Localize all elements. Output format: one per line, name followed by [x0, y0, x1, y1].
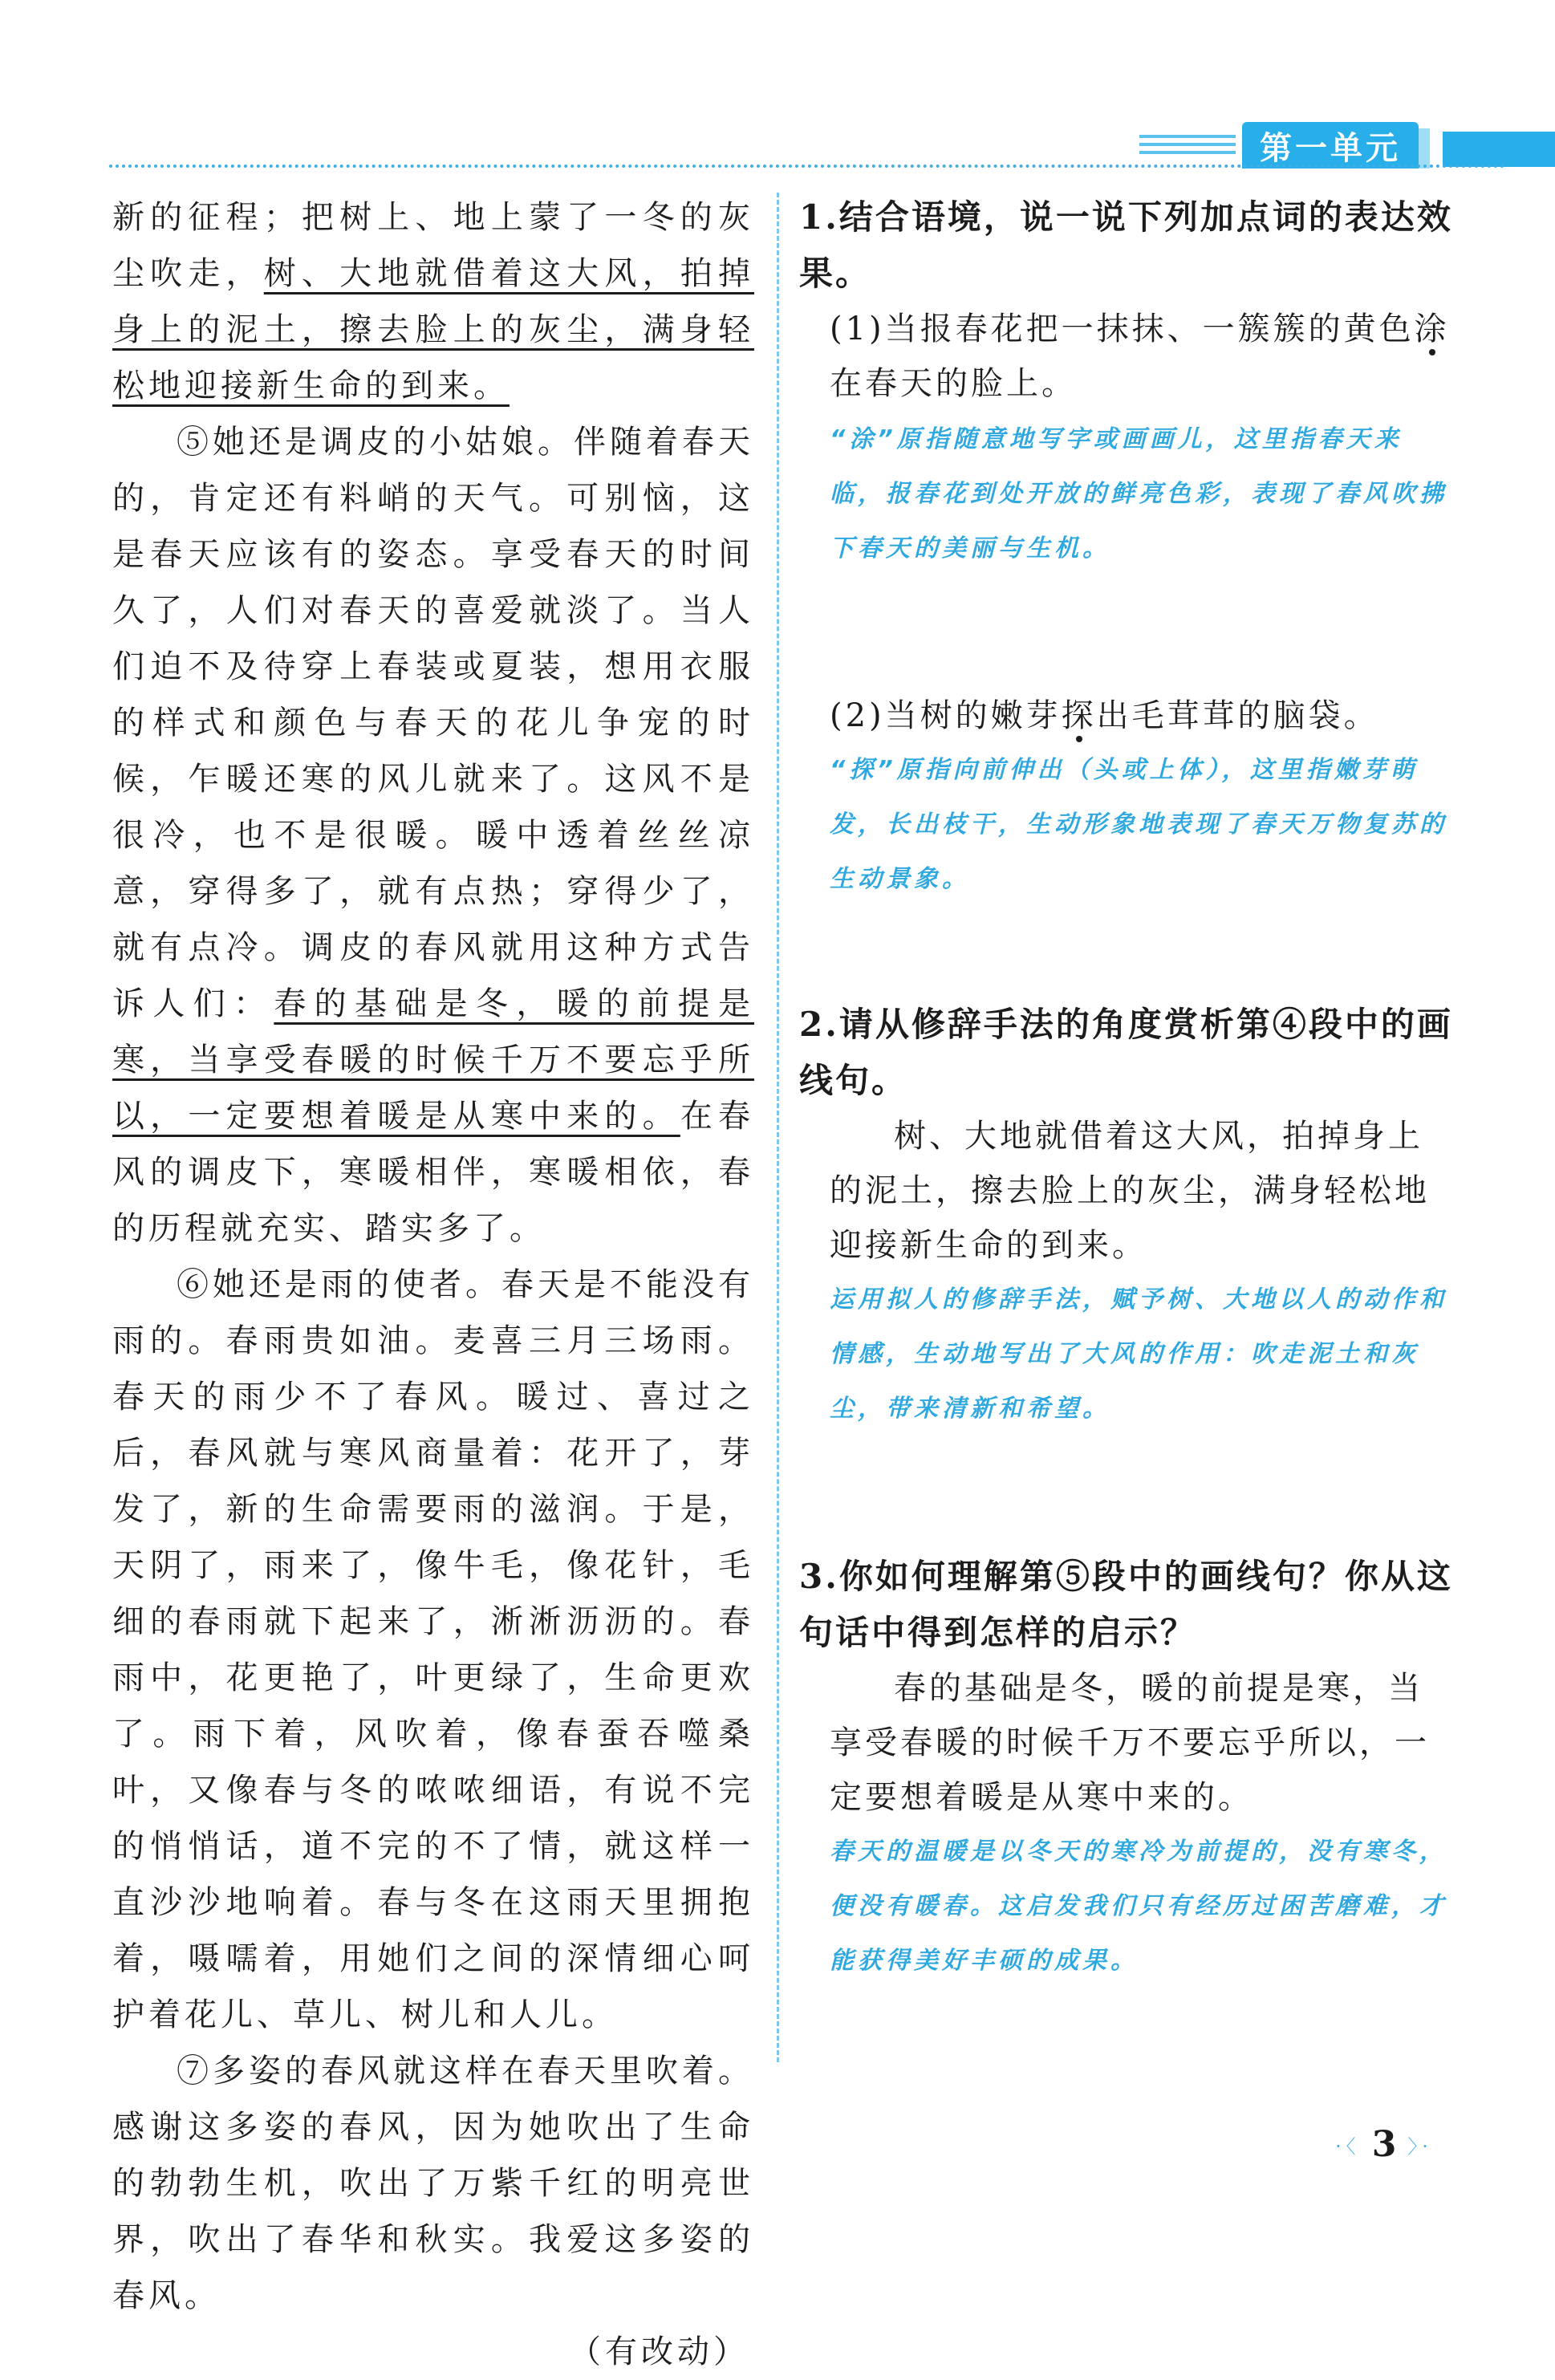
- paragraph-6: ⑥她还是雨的使者。春天是不能没有雨的。春雨贵如油。麦喜三月三场雨。春天的雨少不了春风。暖过、喜过之后，春风就与寒风商量着：花开了，芽发了，新的生命需要雨的滋润。于是，天阴了，雨来了，像牛毛，像花针，毛细的春雨就下起来了，淅淅沥沥的。春雨中，花更艳了，叶更绿了，生命更欢了。雨下着，风吹着，像春蚕吞噬桑叶，又像春与冬的哝哝细语，有说不完的悄悄话，道不完的不了情，就这样一直沙沙地响着。春与冬在这雨天里拥抱着，嗫嚅着，用她们之间的深情细心呵护着花儿、草儿、树儿和人儿。: [112, 1266, 754, 2033]
- questions-column: [799, 189, 1457, 1988]
- question-3-title: 3.你如何理解第⑤段中的画线句？你从这句话中得到怎样的启示？: [799, 1557, 1453, 1652]
- header-edge-bar: [1443, 132, 1555, 167]
- question-1-sub-1: (1)当报春花把一抹抹、一簇簇的黄色涂在春天的脸上。: [830, 311, 1450, 402]
- page-number-badge: [1292, 2120, 1476, 2168]
- header-dotted-rule: [109, 164, 1505, 168]
- column-divider: [777, 193, 779, 2062]
- underlined-sentence-p5: 春的基础是冬，暖的前提是寒，当享受春暖的时候千万不要忘乎所以，一定要想着暖是从寒中来的。: [112, 985, 755, 1135]
- reading-passage: [112, 189, 754, 2380]
- answer-1-2: “探”原指向前伸出（头或上体），这里指嫩芽萌发，长出枝干，生动形象地表现了春天万物复苏的生动景象。: [830, 756, 1447, 893]
- page-deco-right: 〉·: [1407, 2134, 1433, 2158]
- question-3-quote: 春的基础是冬，暖的前提是寒，当享受春暖的时候千万不要忘乎所以，一定要想着暖是从寒中来的。: [830, 1670, 1430, 1816]
- paragraph-4-continued: 新的征程；把树上、地上蒙了一冬的灰尘吹走，树、大地就借着这大风，拍掉身上的泥土，擦去脸上的灰尘，满身轻松地迎接新生命的到来。: [112, 199, 754, 404]
- answer-2: 运用拟人的修辞手法，赋予树、大地以人的动作和情感，生动地写出了大风的作用：吹走泥土和灰尘，带来清新和希望。: [830, 1285, 1447, 1423]
- emphasis-dot-word: 探: [1061, 697, 1097, 734]
- source-note: （有改动）: [569, 2333, 749, 2370]
- answer-3: 春天的温暖是以冬天的寒冷为前提的，没有寒冬，便没有暖春。这启发我们只有经历过困苦磨难，才能获得美好丰硕的成果。: [830, 1838, 1447, 1975]
- answer-1-1: “涂”原指随意地写字或画画儿，这里指春天来临，报春花到处开放的鲜亮色彩，表现了春风吹拂下春天的美丽与生机。: [830, 425, 1447, 563]
- question-1-title: 1.结合语境，说一说下列加点词的表达效果。: [799, 197, 1453, 293]
- header-speed-lines: [1139, 135, 1236, 167]
- page-deco-left: ·〈: [1335, 2134, 1361, 2158]
- question-2-quote: 树、大地就借着这大风，拍掉身上的泥土，擦去脸上的灰尘，满身轻松地迎接新生命的到来。: [830, 1118, 1430, 1264]
- underlined-sentence-p4: 树、大地就借着这大风，拍掉身上的泥土，擦去脸上的灰尘，满身轻松地迎接新生命的到来。: [112, 255, 754, 404]
- unit-label: 第一单元: [1260, 129, 1401, 167]
- unit-tab: [1242, 122, 1419, 169]
- question-2-title: 2.请从修辞手法的角度赏析第④段中的画线句。: [799, 1005, 1453, 1100]
- paragraph-7: ⑦多姿的春风就这样在春天里吹着。感谢这多姿的春风，因为她吹出了生命的勃勃生机，吹出了万紫千红的明亮世界，吹出了春华和秋实。我爱这多姿的春风。: [112, 2053, 754, 2314]
- paragraph-5: ⑤她还是调皮的小姑娘。伴随着春天的，肯定还有料峭的天气。可别恼，这是春天应该有的姿态。享受春天的时间久了，人们对春天的喜爱就淡了。当人们迫不及待穿上春装或夏装，想用衣服的样式和颜色与春天的花儿争宠的时候，乍暖还寒的风儿就来了。这风不是很冷，也不是很暖。暖中透着丝丝凉意，穿得多了，就有点热；穿得少了，就有点冷。调皮的春风就用这种方式告诉人们：春的基础是冬，暖的前提是寒，当享受春暖的时候千万不要忘乎所以，一定要想着暖是从寒中来的。在春风的调皮下，寒暖相伴，寒暖相依，春的历程就充实、踏实多了。: [112, 424, 755, 1247]
- question-1-sub-2: (2)当树的嫩芽探出毛茸茸的脑袋。: [830, 697, 1379, 734]
- emphasis-dot-word: 涂: [1414, 311, 1450, 347]
- page-number: 3: [1371, 2123, 1397, 2165]
